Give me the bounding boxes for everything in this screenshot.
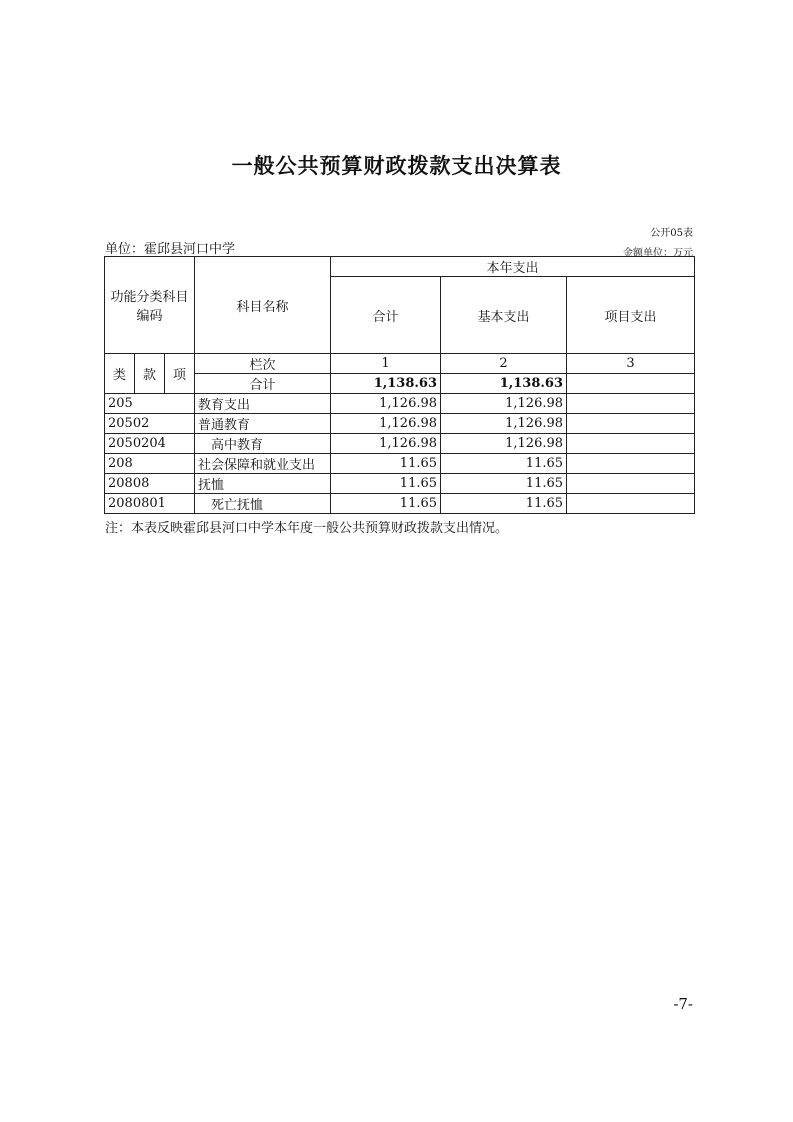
row-basic: 1,126.98 xyxy=(441,414,567,434)
budget-table xyxy=(104,256,695,514)
page-title: 一般公共预算财政拨款支出决算表 xyxy=(231,153,562,178)
header-lei: 类 xyxy=(105,354,135,394)
row-project xyxy=(567,494,695,514)
table-row xyxy=(105,474,695,494)
row-code: 20808 xyxy=(105,474,195,494)
row-project xyxy=(567,434,695,454)
row-code: 20502 xyxy=(105,414,195,434)
header-kuan: 款 xyxy=(135,354,165,394)
table-row xyxy=(105,454,695,474)
row-code: 205 xyxy=(105,394,195,414)
header-year-spend: 本年支出 xyxy=(331,257,695,277)
header-basic: 基本支出 xyxy=(441,277,567,354)
row-total: 1,126.98 xyxy=(331,434,441,454)
row-basic: 11.65 xyxy=(441,454,567,474)
header-total: 合计 xyxy=(331,277,441,354)
table-row xyxy=(105,394,695,414)
table-row xyxy=(105,494,695,514)
total-project xyxy=(567,374,695,394)
header-name: 科目名称 xyxy=(195,257,331,354)
form-number: 公开05表 xyxy=(650,228,693,239)
row-name: 社会保障和就业支出 xyxy=(195,454,331,474)
col-label: 栏次 xyxy=(195,354,331,374)
row-basic: 11.65 xyxy=(441,474,567,494)
row-name: 普通教育 xyxy=(195,414,331,434)
row-project xyxy=(567,454,695,474)
money-unit-label: 金额单位：万元 xyxy=(623,248,693,259)
row-basic: 1,126.98 xyxy=(441,434,567,454)
col-3: 3 xyxy=(567,354,695,374)
row-total: 11.65 xyxy=(331,474,441,494)
table-note: 注：本表反映霍邱县河口中学本年度一般公共预算财政拨款支出情况。 xyxy=(105,521,509,536)
row-project xyxy=(567,474,695,494)
header-code-group: 功能分类科目编码 xyxy=(105,257,195,354)
row-code: 2050204 xyxy=(105,434,195,454)
row-total: 1,126.98 xyxy=(331,394,441,414)
col-2: 2 xyxy=(441,354,567,374)
table-row xyxy=(105,414,695,434)
row-total: 11.65 xyxy=(331,454,441,474)
row-code: 208 xyxy=(105,454,195,474)
row-name: 死亡抚恤 xyxy=(195,494,331,514)
header-xiang: 项 xyxy=(165,354,195,394)
total-basic: 1,138.63 xyxy=(441,374,567,394)
total-total: 1,138.63 xyxy=(331,374,441,394)
row-code: 2080801 xyxy=(105,494,195,514)
row-name: 高中教育 xyxy=(195,434,331,454)
row-project xyxy=(567,414,695,434)
total-label: 合计 xyxy=(195,374,331,394)
unit-label: 单位：霍邱县河口中学 xyxy=(105,242,236,257)
col-1: 1 xyxy=(331,354,441,374)
row-basic: 1,126.98 xyxy=(441,394,567,414)
page-number: -7- xyxy=(673,995,693,1013)
table-row xyxy=(105,434,695,454)
row-basic: 11.65 xyxy=(441,494,567,514)
row-name: 抚恤 xyxy=(195,474,331,494)
row-name: 教育支出 xyxy=(195,394,331,414)
row-project xyxy=(567,394,695,414)
header-project: 项目支出 xyxy=(567,277,695,354)
row-total: 1,126.98 xyxy=(331,414,441,434)
row-total: 11.65 xyxy=(331,494,441,514)
